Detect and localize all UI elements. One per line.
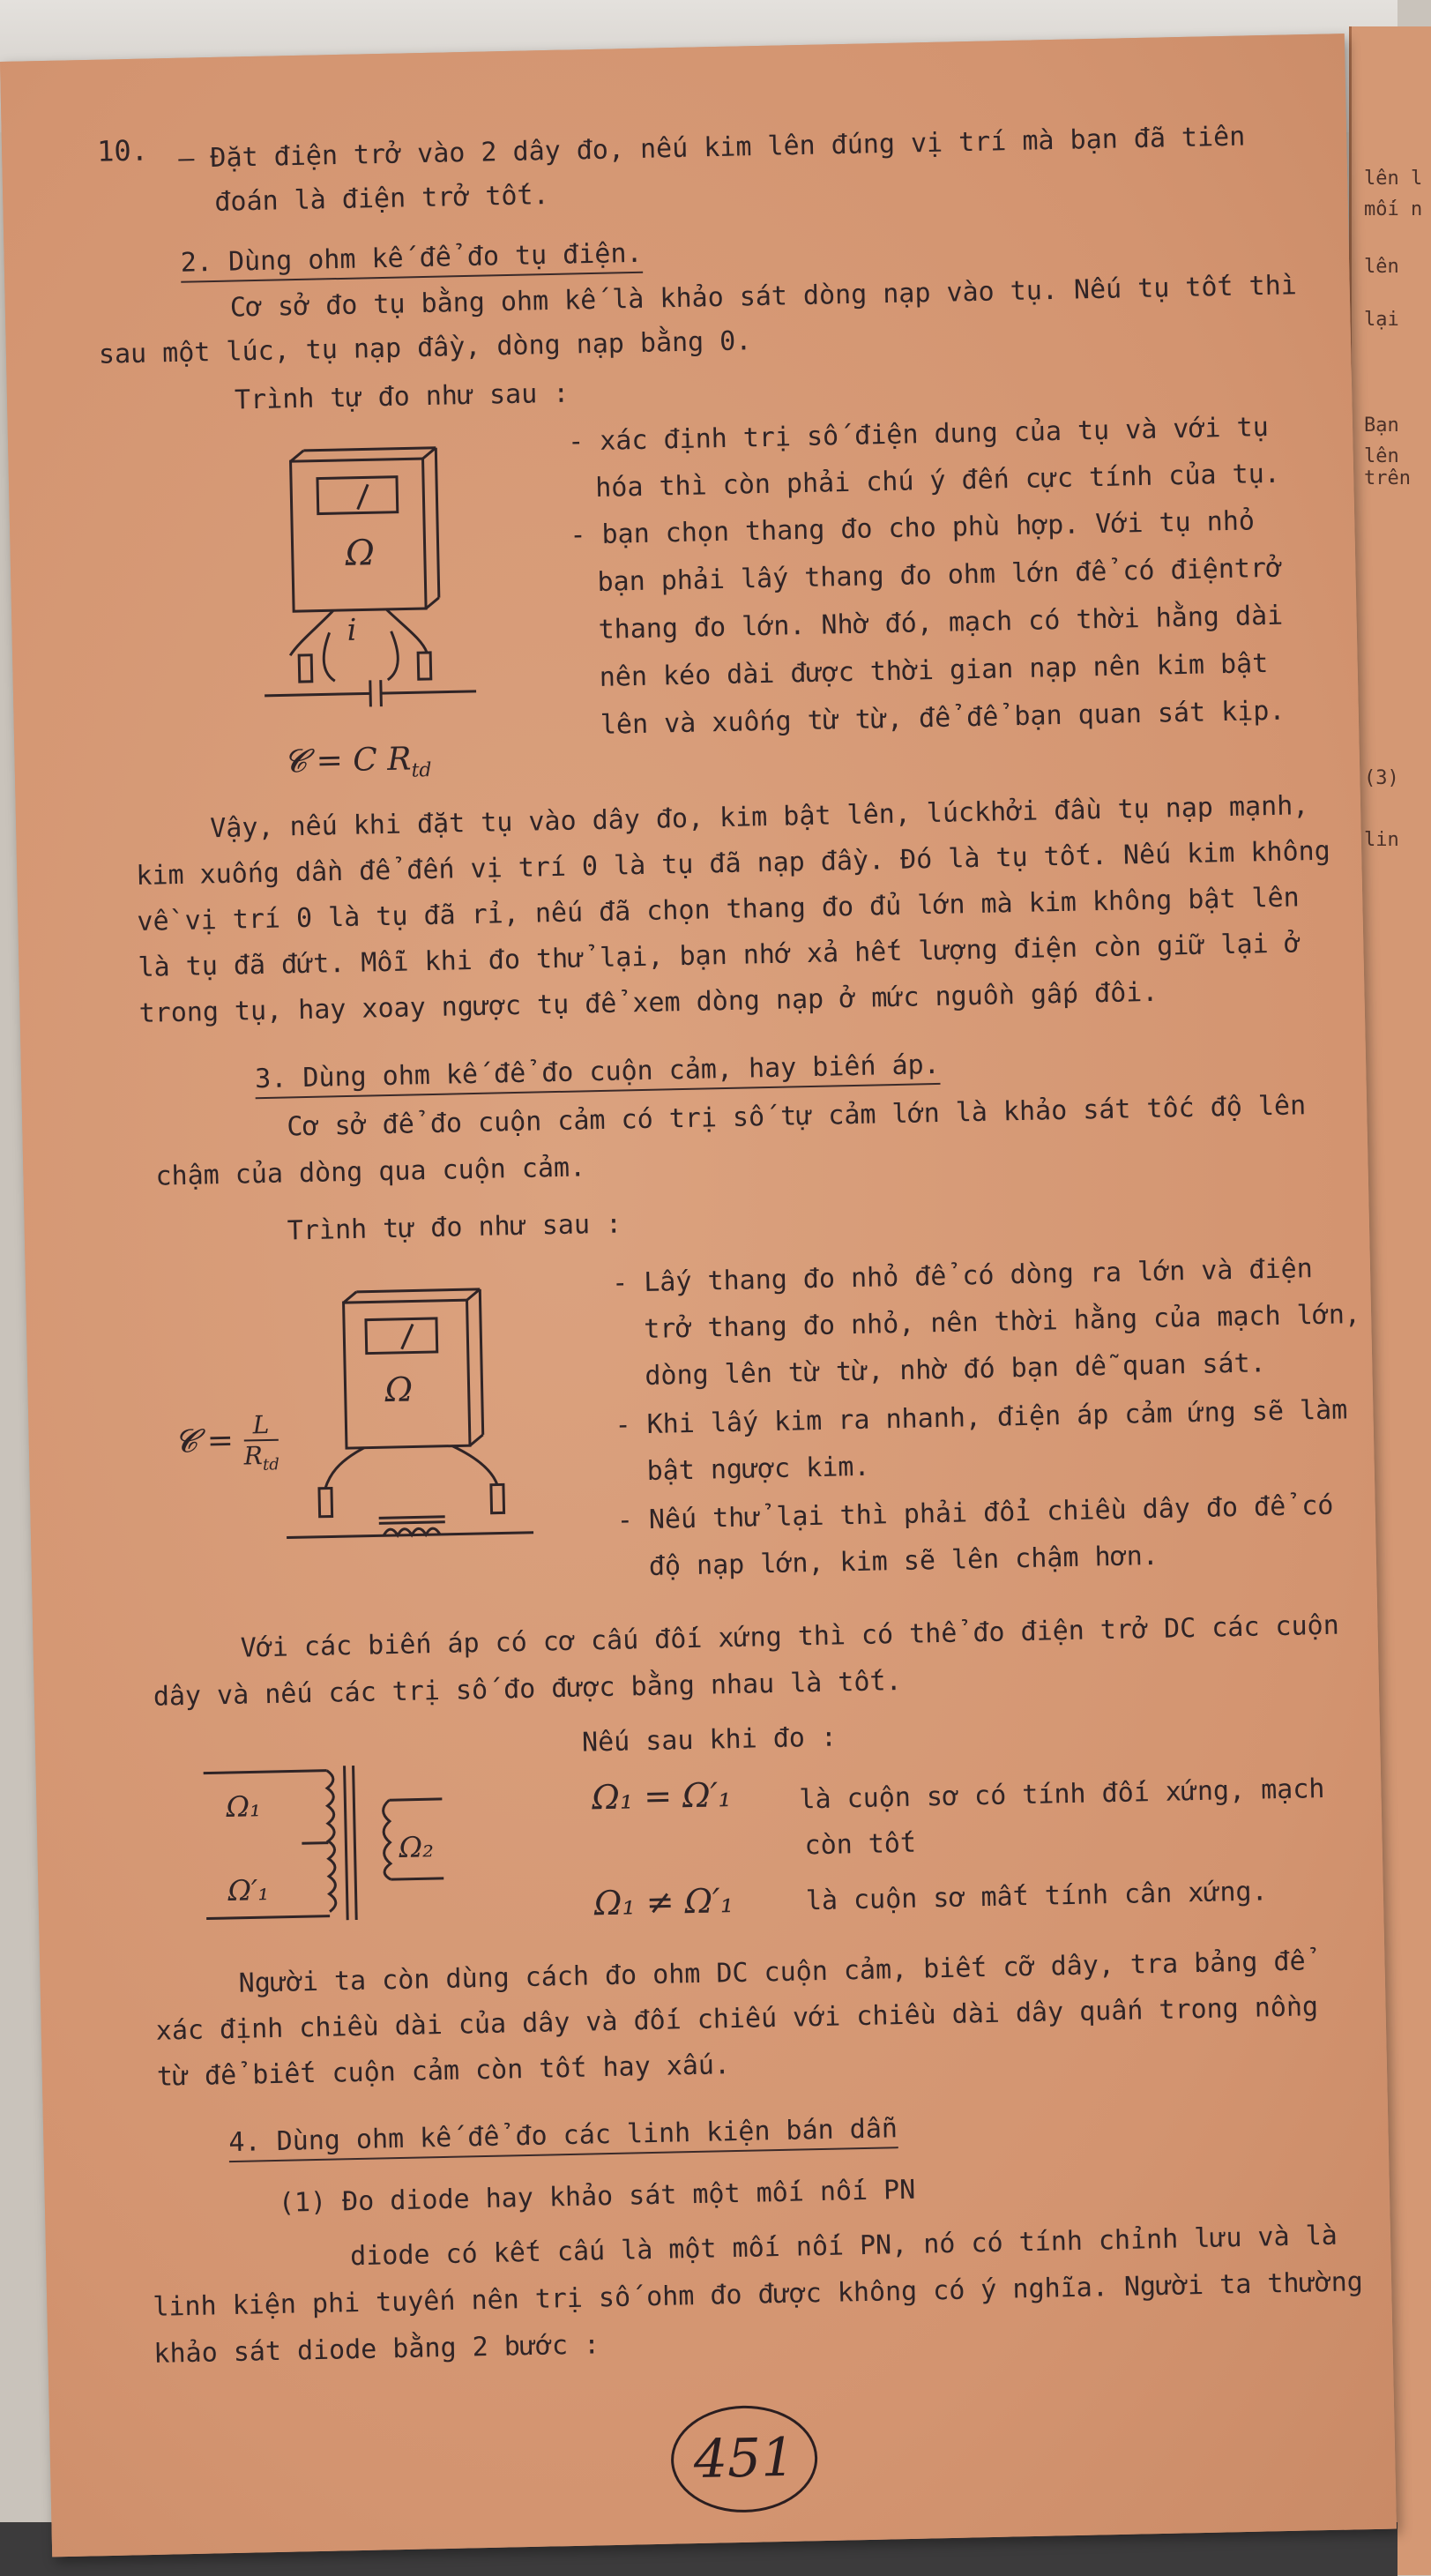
current-label: i xyxy=(347,612,357,648)
text-line: nên kéo dài được thời gian nạp nên kim bật xyxy=(599,648,1269,693)
next-page-fragment: Bạn xyxy=(1364,414,1399,437)
next-page-fragment: lại xyxy=(1364,309,1399,331)
text-line: Nếu sau khi đo : xyxy=(581,1721,838,1758)
next-page-fragment: mối n xyxy=(1364,198,1423,220)
ohmmeter-capacitor-diagram xyxy=(233,440,486,728)
text-line: kim xuống dần để đến vị trí 0 là tụ đã nạp đầy. Đó là tụ tốt. Nếu kim không xyxy=(136,835,1331,892)
text-line: về vị trí 0 là tụ đã rỉ, nếu đã chọn thang đo đủ lớn mà kim không bật lên xyxy=(137,882,1301,937)
text-line: sau một lúc, tụ nạp đầy, dòng nạp bằng 0. xyxy=(98,325,752,370)
not-equal-condition: Ω₁ ≠ Ω′₁ xyxy=(593,1881,734,1923)
section-heading-text: 2. Dùng ohm kế để đo tụ điện. xyxy=(180,238,643,283)
text-line: thang đo lớn. Nhờ đó, mạch có thời hằng dài xyxy=(598,600,1284,646)
text-line: Vậy, nếu khi đặt tụ vào dây đo, kim bật lên, lúckhởi đầu tụ nạp mạnh, xyxy=(209,790,1309,845)
formula-denominator xyxy=(243,1441,279,1475)
list-item: - Nếu thử lại thì phải đổi chiều dây đo để có xyxy=(616,1490,1334,1536)
ohm-symbol: Ω xyxy=(384,1370,414,1410)
text-line: là cuộn sơ có tính đối xứng, mạch xyxy=(799,1773,1325,1816)
text-line: bật ngược kim. xyxy=(646,1451,870,1487)
text-line: đoán là điện trở tốt. xyxy=(214,179,549,218)
text-line: diode có kết cấu là một mối nối PN, nó có tính chỉnh lưu và là xyxy=(349,2220,1338,2273)
page-number-top: 10. xyxy=(96,133,149,168)
list-item: - Lấy thang đo nhỏ để có dòng ra lớn và điện xyxy=(611,1253,1314,1299)
next-page-fragment: trên xyxy=(1364,467,1411,489)
omega2-label: Ω₂ xyxy=(399,1830,435,1864)
list-item: - bạn chọn thang đo cho phù hợp. Với tụ nhỏ xyxy=(570,505,1256,551)
text-line: Trình tự đo như sau : xyxy=(234,377,570,416)
section-heading xyxy=(254,1049,941,1095)
text-line: Người ta còn dùng cách đo ohm DC cuộn cảm, biết cỡ dây, tra bảng để xyxy=(238,1945,1306,1999)
text-line: còn tốt xyxy=(804,1827,917,1862)
formula-main: 𝓒 = xyxy=(174,1422,235,1460)
text-line: trong tụ, hay xoay ngược tụ để xem dòng nạp ở mức nguồn gấp đôi. xyxy=(138,976,1159,1029)
list-item: - Khi lấy kim ra nhanh, điện áp cảm ứng sẽ làm xyxy=(615,1394,1348,1441)
section-heading xyxy=(228,2113,898,2159)
equal-condition: Ω₁ = Ω′₁ xyxy=(591,1775,732,1818)
section-heading-text: 3. Dùng ohm kế để đo cuộn cảm, hay biến áp. xyxy=(255,1049,940,1099)
document-page xyxy=(0,34,1397,2557)
formula-denominator-main: R xyxy=(243,1441,264,1471)
transformer-diagram xyxy=(203,1754,497,1937)
next-page-fragment: lên xyxy=(1364,445,1399,467)
text-line: là tụ đã đứt. Mỗi khi đo thử lại, bạn nhớ xả hết lượng điện còn giữ lại ở xyxy=(138,928,1301,983)
text-line: (1) Đo diode hay khảo sát một mối nối PN xyxy=(278,2174,916,2219)
next-page-fragment: (3) xyxy=(1364,767,1399,789)
next-page-fragment: lên l xyxy=(1364,168,1423,190)
text-line: – Đặt điện trở vào 2 dây đo, nếu kim lên đúng vị trí mà bạn đã tiên xyxy=(177,121,1246,175)
omega1-prime-label: Ω′₁ xyxy=(227,1873,270,1908)
list-item: - xác định trị số điện dung của tụ và với tụ xyxy=(567,411,1270,458)
text-line: hóa thì còn phải chú ý đến cực tính của tụ. xyxy=(594,458,1281,504)
section-heading xyxy=(180,237,643,279)
section-heading-text: 4. Dùng ohm kế để đo các linh kiện bán dẫn xyxy=(228,2113,898,2162)
text-line: dây và nếu các trị số đo được bằng nhau là tốt. xyxy=(153,1665,902,1713)
inductor-time-constant xyxy=(174,1410,279,1476)
text-line: khảo sát diode bằng 2 bước : xyxy=(153,2329,600,2370)
next-page-fragment: lên xyxy=(1364,256,1399,278)
ohmmeter-inductor-diagram xyxy=(281,1281,551,1559)
formula-subscript: td xyxy=(262,1455,280,1475)
text-line: Cơ sở để đo cuộn cảm có trị số tự cảm lớn là khảo sát tốc độ lên xyxy=(287,1090,1307,1143)
text-line: linh kiện phi tuyến nên trị số ohm đo được không có ý nghĩa. Người ta thường xyxy=(152,2266,1364,2323)
text-line: lên và xuống từ từ, để để bạn quan sát kịp. xyxy=(600,695,1286,741)
omega1-label: Ω₁ xyxy=(226,1789,262,1825)
page-number-stamp: 451 xyxy=(670,2404,818,2513)
text-line: trở thang đo nhỏ, nên thời hằng của mạch lớn, xyxy=(643,1299,1361,1346)
text-line: từ để biết cuộn cảm còn tốt hay xấu. xyxy=(156,2050,731,2093)
formula-main: 𝓒 = C R xyxy=(283,741,412,780)
text-line: bạn phải lấy thang đo ohm lớn để có điệntrở xyxy=(597,552,1283,598)
formula-subscript: td xyxy=(411,759,432,782)
text-line: dòng lên từ từ, nhờ đó bạn dễ quan sát. xyxy=(645,1348,1266,1393)
text-line: chậm của dòng qua cuộn cảm. xyxy=(155,1152,586,1192)
text-line: Cơ sở đo tụ bằng ohm kế là khảo sát dòng nạp vào tụ. Nếu tụ tốt thì xyxy=(229,270,1298,324)
time-constant-formula xyxy=(283,741,432,785)
text-line: là cuộn sơ mất tính cân xứng. xyxy=(805,1876,1268,1917)
ohm-symbol: Ω xyxy=(345,533,376,574)
text-line: xác định chiều dài của dây và đối chiếu với chiều dài dây quấn trong nồng xyxy=(155,1991,1319,2047)
formula-fraction xyxy=(243,1410,279,1475)
text-line: Trình tự đo như sau : xyxy=(287,1208,622,1247)
next-page-fragment: lin xyxy=(1364,829,1399,851)
text-line: độ nạp lớn, kim sẽ lên chậm hơn. xyxy=(648,1540,1159,1582)
text-line: Với các biến áp có cơ cấu đối xứng thì có thể đo điện trở DC các cuộn xyxy=(240,1609,1340,1664)
formula-numerator: L xyxy=(243,1410,279,1442)
